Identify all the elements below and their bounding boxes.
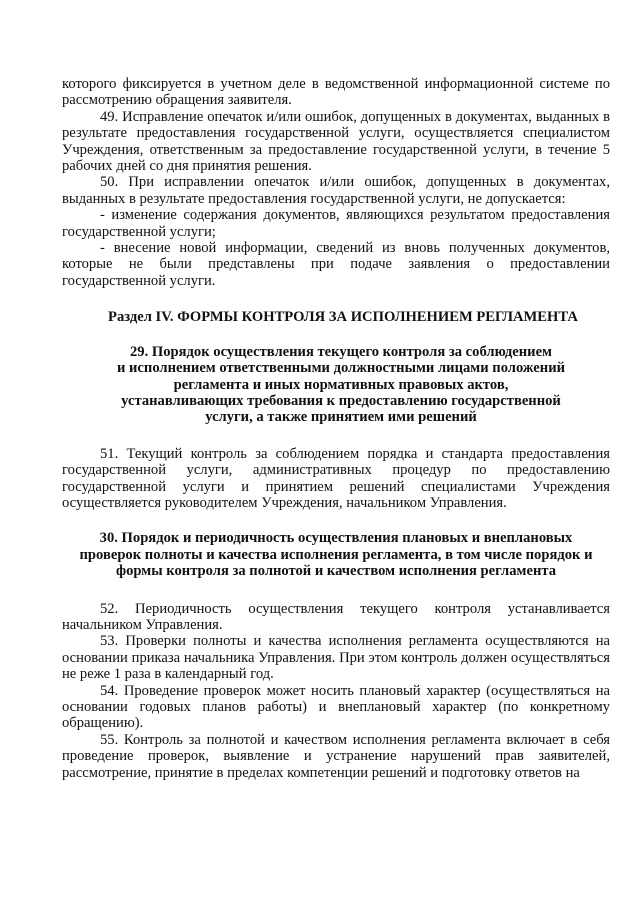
paragraph-49: 49. Исправление опечаток и/или ошибок, допущенных в документах, выданных в результате предоставления государственной услуги, осуществляется специалистом Учреждения, ответственным за предоставление государственной услуги, в течение 5 рабочих дней со дня принятия решения. xyxy=(62,108,610,175)
subsection-30-heading xyxy=(62,530,610,579)
heading-line: 29. Порядок осуществления текущего контроля за соблюдением xyxy=(130,343,552,360)
paragraph-53: 53. Проверки полноты и качества исполнения регламента осуществляются на основании приказа начальника Управления. При этом контроль должен осуществляться не реже 1 раза в календарный год. xyxy=(62,633,610,683)
paragraph-48-continuation: которого фиксируется в учетном деле в ведомственной информационной системе по рассмотрению обращения заявителя. xyxy=(62,76,610,109)
heading-line: регламента и иных нормативных правовых актов, xyxy=(173,376,509,393)
heading-line: и исполнением ответственными должностными лицами положений xyxy=(116,360,566,377)
document-page xyxy=(62,76,610,781)
list-item-change-content: - изменение содержания документов, являющихся результатом предоставления государственной услуги; xyxy=(62,207,610,240)
subsection-29-heading xyxy=(62,344,610,426)
heading-line: проверок полноты и качества исполнения регламента, в том числе порядок и xyxy=(79,546,593,563)
heading-line: формы контроля за полнотой и качеством исполнения регламента xyxy=(116,563,556,580)
heading-line: 30. Порядок и периодичность осуществления плановых и внеплановых xyxy=(99,530,573,547)
heading-line: устанавливающих требования к предоставлению государственной xyxy=(121,392,561,409)
paragraph-50: 50. При исправлении опечаток и/или ошибок, допущенных в документах, выданных в результате предоставления государственной услуги, не допускается: xyxy=(62,174,610,207)
list-item-new-information: - внесение новой информации, сведений из вновь полученных документов, которые не были представлены при подаче заявления о предоставлении государственной услуги. xyxy=(62,240,610,289)
heading-line: услуги, а также принятием ими решений xyxy=(205,409,477,426)
paragraph-55: 55. Контроль за полнотой и качеством исполнения регламента включает в себя проведение проверок, выявление и устранение нарушений прав заявителей, рассмотрение, принятие в пределах компетенции решений и подготовку ответов на xyxy=(62,731,610,781)
paragraph-54: 54. Проведение проверок может носить плановый характер (осуществляться на основании годовых планов работы) и внеплановый характер (по конкретному обращению). xyxy=(62,682,610,732)
paragraph-52: 52. Периодичность осуществления текущего контроля устанавливается начальником Управления. xyxy=(62,600,610,633)
paragraph-51: 51. Текущий контроль за соблюдением порядка и стандарта предоставления государственной услуги, административных процедур по предоставлению государственной услуги и принятием решений специалистами Учреждения осуществляется руководителем Учреждения, начальником Управления. xyxy=(62,445,610,511)
section-heading: Раздел IV. ФОРМЫ КОНТРОЛЯ ЗА ИСПОЛНЕНИЕМ РЕГЛАМЕНТА xyxy=(108,309,578,326)
